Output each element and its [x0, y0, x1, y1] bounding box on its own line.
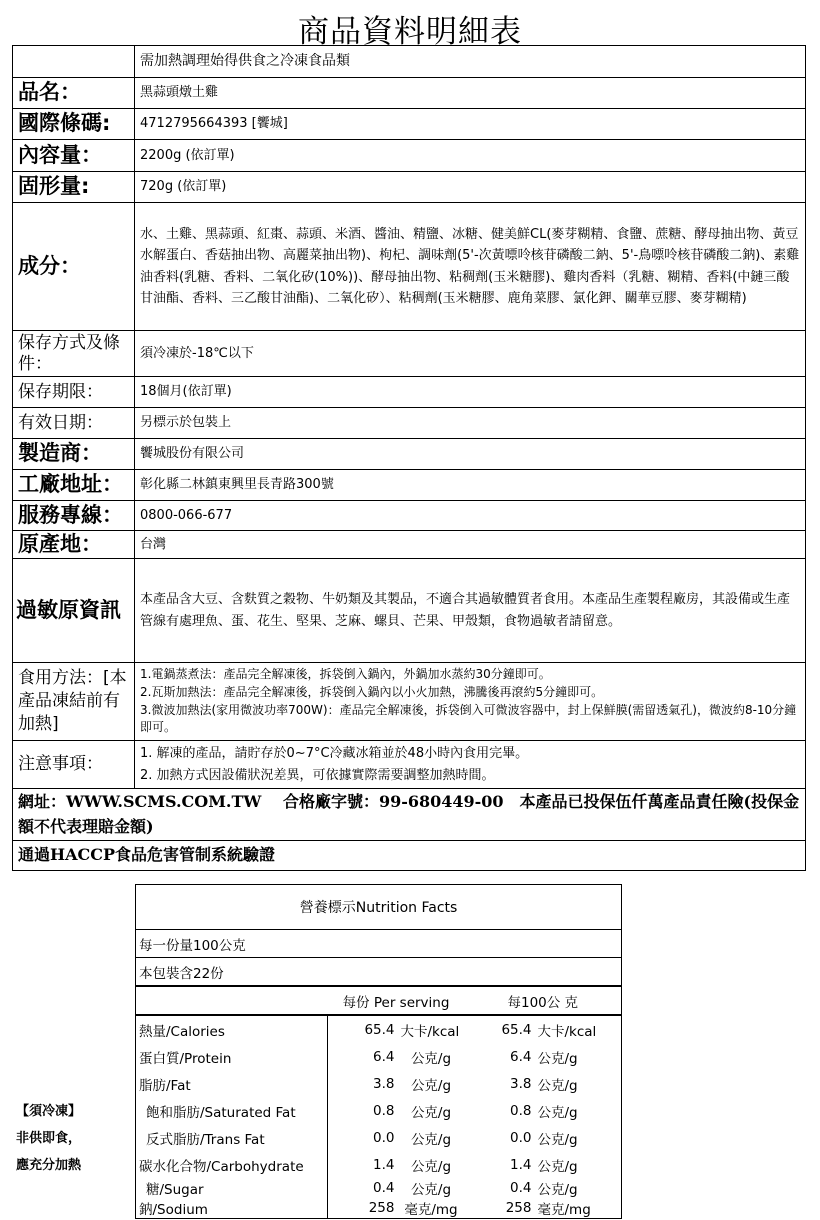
- nutrient-value-per-serving: 0.0: [328, 1124, 398, 1151]
- spec-row-solid-content: [13, 172, 806, 203]
- spec-label: 過敏原資訊: [13, 559, 135, 663]
- spec-row-origin: [13, 531, 806, 559]
- spec-header-row: [13, 46, 806, 78]
- spec-value: 0800-066-677: [135, 501, 806, 531]
- nutrient-value-per-serving: 0.4: [328, 1178, 398, 1198]
- nutrient-unit-per-serving: 公克/g: [410, 1104, 452, 1121]
- nutrition-serving-size-row: [136, 930, 622, 958]
- spec-value: 黑蒜頭燉土雞: [135, 78, 806, 109]
- spec-footer-line: 網址：WWW.SCMS.COM.TW 合格廠字號：99-680449-00 本產品已投保伍仟萬產品責任險(投保金額不代表理賠金額): [13, 789, 806, 841]
- spec-value: 水、土雞、黑蒜頭、紅棗、蒜頭、米酒、醬油、精鹽、冰糖、健美鮮CL(麥芽糊精、食鹽、蔗糖、酵母抽出物、黃豆水解蛋白、香菇抽出物、高麗菜抽出物)、枸杞、調味劑(5'-次黃嘌呤核苷磷酸二鈉、5'-鳥嘌呤核苷磷酸二鈉)、素雞油香料(乳糖、香料、二氧化矽(10%))、酵母抽出物、粘稠劑(玉米糖膠)、雞肉香料（乳糖、糊精、香料(中鏈三酸甘油酯、香料、三乙酸甘油酯)、二氧化矽）、粘稠劑(玉米糖膠、鹿角菜膠、氯化鉀、關華豆膠、麥芽糊精): [135, 203, 806, 331]
- spec-label: 內容量：: [13, 140, 135, 172]
- nutrition-title: 營養標示Nutrition Facts: [136, 885, 622, 930]
- spec-value: 18個月(依訂單): [135, 377, 806, 408]
- nutrient-unit-per-100g: 大卡/kcal: [535, 1015, 622, 1043]
- spec-haccp-row: [13, 841, 806, 871]
- nutrition-row: [136, 1070, 622, 1097]
- nutrient-unit-per-100g: 公克/g: [537, 1182, 578, 1198]
- spec-label: 服務專線：: [13, 501, 135, 531]
- spec-value: 須冷凍於-18℃以下: [135, 331, 806, 377]
- spec-row-net-content: [13, 140, 806, 172]
- spec-value: 彰化縣二林鎮東興里長青路300號: [135, 470, 806, 501]
- nutrition-row: [136, 1124, 622, 1151]
- nutrient-unit-per-serving: 大卡/kcal: [398, 1015, 465, 1043]
- nutrition-row: [136, 1151, 622, 1178]
- servings-per-pack: 本包裝含22份: [139, 965, 224, 982]
- spec-label: 保存方式及條件：: [13, 331, 135, 377]
- spec-row-storage: [13, 331, 806, 377]
- spec-row-shelf-life: [13, 377, 806, 408]
- frozen-warning-line: 【須冷凍】: [16, 1104, 82, 1119]
- spec-label: 製造商：: [13, 439, 135, 470]
- spec-value: 4712795664393 [饗城]: [135, 109, 806, 140]
- spec-value: 2200g (依訂單): [135, 140, 806, 172]
- nutrient-value-per-serving: 65.4: [328, 1015, 398, 1043]
- nutrient-name: 脂肪/Fat: [139, 1077, 191, 1094]
- nutrient-unit-per-serving: 公克/g: [410, 1158, 452, 1175]
- nutrient-value-per-100g: 0.4: [510, 1180, 532, 1196]
- nutrient-unit-per-100g: 公克/g: [537, 1158, 578, 1175]
- spec-row-ingredients: [13, 203, 806, 331]
- nutrient-value-per-100g: 0.8: [510, 1102, 532, 1119]
- per-serving-header: 每份 Per serving: [328, 986, 465, 1015]
- nutrient-value-per-serving: 1.4: [328, 1151, 398, 1178]
- spec-row-notes: [13, 741, 806, 789]
- haccp-line: 通過HACCP食品危害管制系統驗證: [13, 841, 806, 871]
- nutrient-name: 飽和脂肪/Saturated Fat: [146, 1104, 296, 1121]
- nutrient-value-per-serving: 0.8: [328, 1097, 398, 1124]
- nutrient-value-per-100g: 6.4: [510, 1048, 532, 1065]
- spec-value: 台灣: [135, 531, 806, 559]
- nutrient-value-per-serving: 258: [328, 1198, 398, 1219]
- nutrient-unit-per-100g: 公克/g: [537, 1077, 578, 1094]
- spec-row-manufacturer: [13, 439, 806, 470]
- spec-label: 國際條碼:: [13, 109, 135, 140]
- nutrient-name: 糖/Sugar: [146, 1182, 204, 1198]
- spec-label: 原產地：: [13, 531, 135, 559]
- spec-footer-row: [13, 789, 806, 841]
- per-100g-header: 每100公 克: [465, 986, 622, 1015]
- page-title: 商品資料明細表: [298, 14, 522, 50]
- nutrient-name: 反式脂肪/Trans Fat: [146, 1131, 265, 1148]
- nutrient-unit-per-serving: 毫克/mg: [404, 1202, 458, 1218]
- nutrient-value-per-100g: 65.4: [465, 1015, 535, 1043]
- frozen-warning-line: 應充分加熱: [16, 1158, 82, 1173]
- spec-value: 另標示於包裝上: [135, 408, 806, 439]
- nutrient-unit-per-serving: 公克/g: [410, 1077, 452, 1094]
- nutrient-unit-per-100g: 毫克/mg: [537, 1202, 591, 1218]
- nutrient-value-per-100g: 258: [505, 1200, 532, 1216]
- spec-row-service-line: [13, 501, 806, 531]
- nutrient-value-per-100g: 3.8: [510, 1075, 532, 1092]
- spec-value: 1. 解凍的產品，請貯存於0~7°C冷藏冰箱並於48小時內食用完畢。 2. 加熱方式因設備狀況差異，可依據實際需要調整加熱時間。: [135, 741, 806, 789]
- nutrition-row: [136, 1043, 622, 1070]
- spec-row-allergen: [13, 559, 806, 663]
- spec-label: 工廠地址：: [13, 470, 135, 501]
- spec-row-barcode: [13, 109, 806, 140]
- spec-label: 注意事項：: [13, 741, 135, 789]
- spec-value: 720g (依訂單): [135, 172, 806, 203]
- nutrient-name: 熱量/Calories: [136, 1015, 328, 1043]
- spec-header-blank: [13, 46, 135, 78]
- spec-label: 固形量:: [13, 172, 135, 203]
- spec-value: 本產品含大豆、含麩質之穀物、牛奶類及其製品，不適合其過敏體質者食用。本產品生產製程廠房，其設備或生產管線有處理魚、蛋、花生、堅果、芝麻、螺貝、芒果、甲殼類，食物過敏者請留意。: [135, 559, 806, 663]
- nutrient-name: 鈉/Sodium: [139, 1202, 208, 1218]
- nutrient-name: 碳水化合物/Carbohydrate: [139, 1158, 304, 1175]
- nutrition-facts-table: [135, 884, 622, 1219]
- spec-value: 饗城股份有限公司: [135, 439, 806, 470]
- nutrient-value-per-100g: 0.0: [510, 1129, 532, 1146]
- product-spec-table: [12, 45, 806, 871]
- spec-value: 1.電鍋蒸煮法：產品完全解凍後，拆袋倒入鍋內，外鍋加水蒸約30分鐘即可。 2.瓦斯加熱法：產品完全解凍後，拆袋倒入鍋內以小火加熱，沸騰後再滾約5分鐘即可。 3.微波加熱法(家用微波功率700W)：產品完全解凍後，拆袋倒入可微波容器中，封上保鮮膜(需留透氣孔)，微波約8-10分鐘即可。: [135, 663, 806, 741]
- nutrition-column-header-row: [136, 986, 622, 1015]
- nutrition-servings-row: [136, 958, 622, 987]
- nutrition-row: [136, 1015, 622, 1043]
- nutrient-unit-per-100g: 公克/g: [537, 1050, 578, 1067]
- spec-header-text: 需加熱調理始得供食之冷凍食品類: [135, 46, 806, 78]
- spec-row-usage: [13, 663, 806, 741]
- spec-label: 成分：: [13, 203, 135, 331]
- nutrition-row: [136, 1198, 622, 1219]
- nutrient-name: 蛋白質/Protein: [139, 1050, 232, 1067]
- spec-label: 有效日期：: [13, 408, 135, 439]
- nutrient-unit-per-100g: 公克/g: [537, 1131, 578, 1148]
- serving-size: 每一份量100公克: [136, 930, 622, 958]
- nutrient-unit-per-serving: 公克/g: [410, 1050, 452, 1067]
- nutrient-unit-per-100g: 公克/g: [537, 1104, 578, 1121]
- frozen-warning-note: [16, 1098, 81, 1179]
- spec-row-name: [13, 78, 806, 109]
- nutrient-value-per-serving: 6.4: [328, 1043, 398, 1070]
- nutrient-unit-per-serving: 公克/g: [410, 1182, 452, 1198]
- nutrient-value-per-serving: 3.8: [328, 1070, 398, 1097]
- spec-row-expiry: [13, 408, 806, 439]
- spec-label: 食用方法：[本產品凍結前有加熱]: [13, 663, 135, 741]
- nutrition-row: [136, 1097, 622, 1124]
- spec-label: 品名：: [13, 78, 135, 109]
- nutrient-unit-per-serving: 公克/g: [410, 1131, 452, 1148]
- nutrition-row: [136, 1178, 622, 1198]
- nutrition-title-row: [136, 885, 622, 930]
- spec-label: 保存期限：: [13, 377, 135, 408]
- frozen-warning-line: 非供即食，: [16, 1131, 82, 1146]
- nutrient-value-per-100g: 1.4: [510, 1156, 532, 1173]
- spec-row-factory-address: [13, 470, 806, 501]
